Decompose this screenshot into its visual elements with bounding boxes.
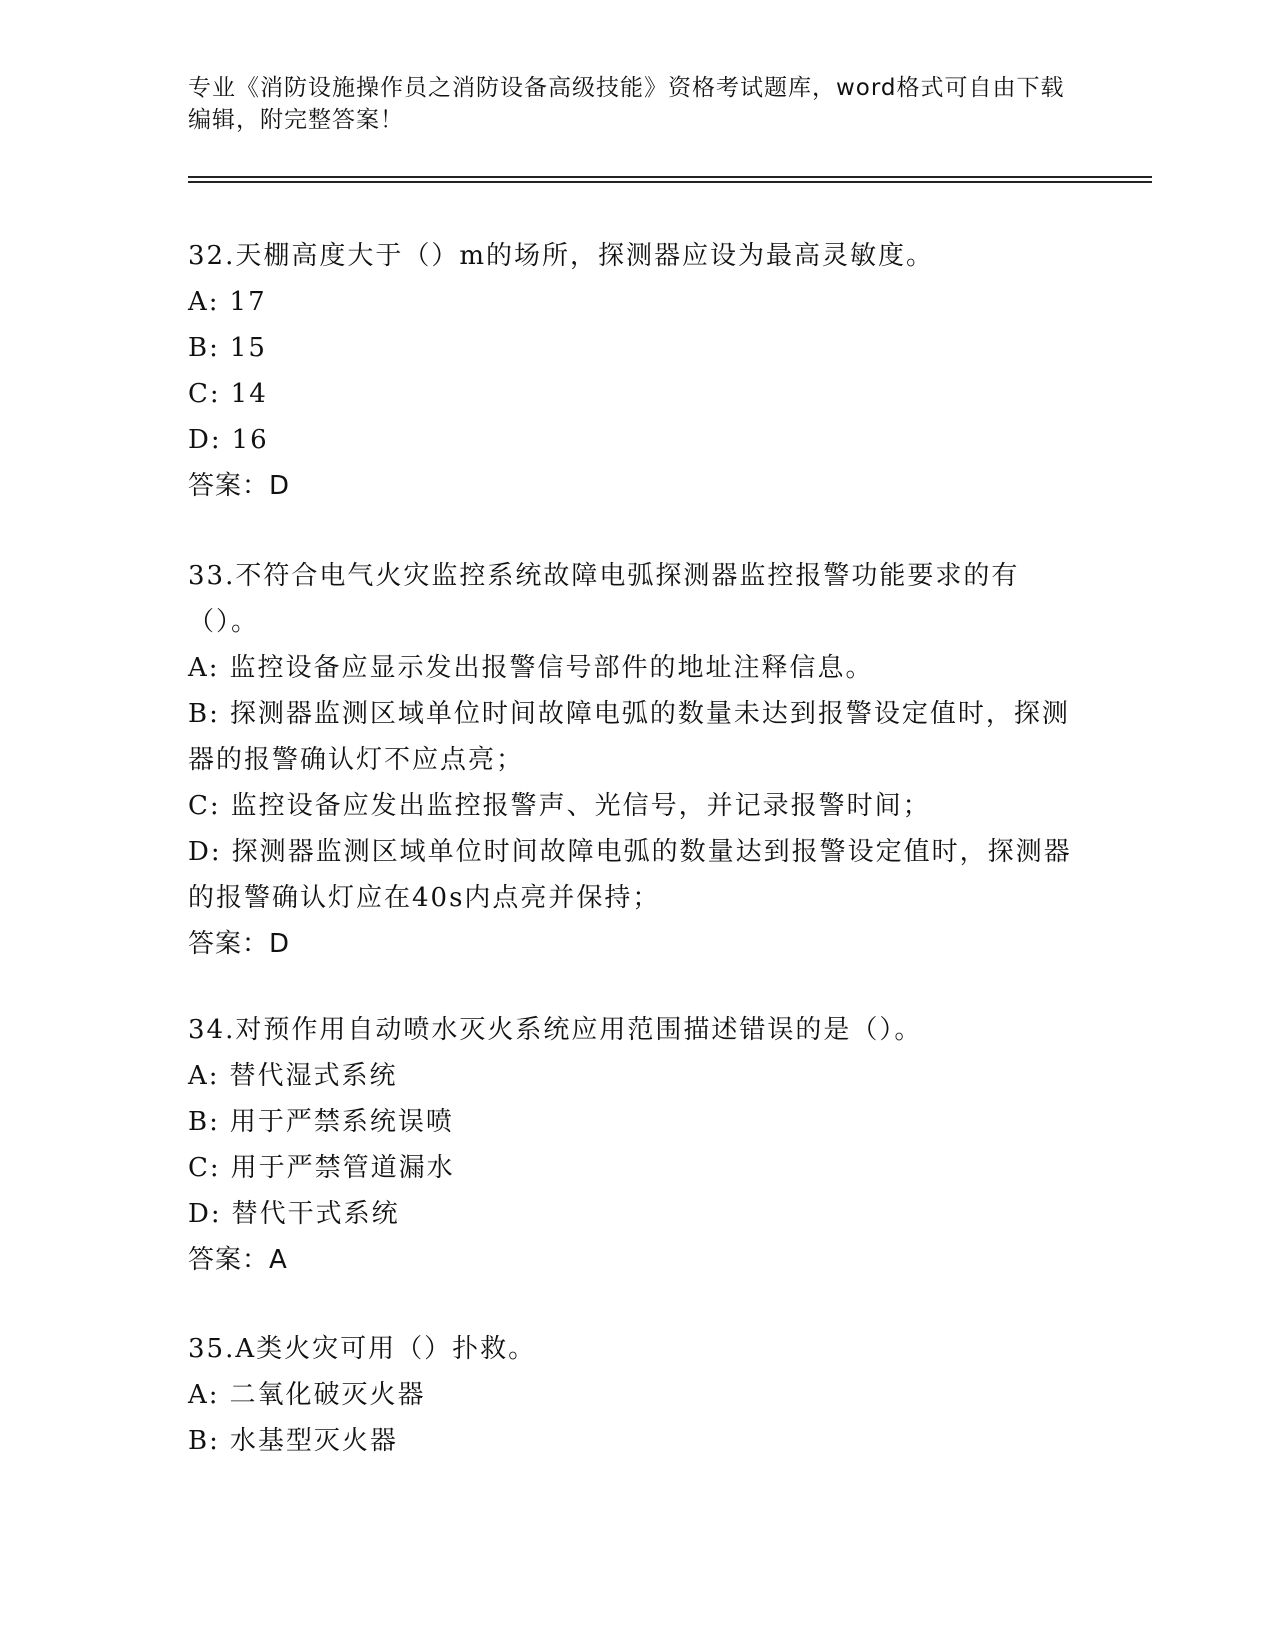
option-a: A: 监控设备应显示发出报警信号部件的地址注释信息。 [188,653,874,683]
question-33 [188,553,1078,967]
document-header [188,72,1068,136]
option-a: A: 替代湿式系统 [188,1061,398,1091]
option-c: C: 14 [188,379,268,409]
option-a: A: 二氧化破灭火器 [188,1380,426,1410]
option-c: C: 监控设备应发出监控报警声、光信号，并记录报警时间； [188,791,931,821]
question-34 [188,1007,1078,1283]
question-stem: 32.天棚高度大于（）m的场所，探测器应设为最高灵敏度。 [188,241,935,271]
question-stem: 33.不符合电气火灾监控系统故障电弧探测器监控报警功能要求的有（）。 [188,561,1020,637]
option-b: B: 探测器监测区域单位时间故障电弧的数量未达到报警设定值时，探测器的报警确认灯不应点亮； [188,699,1070,775]
option-b: B: 15 [188,333,267,363]
question-32 [188,233,1078,509]
header-divider-bottom [188,181,1152,183]
answer-label: 答案：D [188,929,291,959]
answer-label: 答案：D [188,471,291,501]
question-stem: 34.对预作用自动喷水灭火系统应用范围描述错误的是（）。 [188,1015,923,1045]
option-c: C: 用于严禁管道漏水 [188,1153,455,1183]
option-d: D: 16 [188,425,269,455]
header-divider-top [188,176,1152,178]
question-stem: 35.A类火灾可用（）扑救。 [188,1334,537,1364]
header-text: 专业《消防设施操作员之消防设备高级技能》资格考试题库，word格式可自由下载编辑，附完整答案！ [188,75,1065,133]
option-d: D: 探测器监测区域单位时间故障电弧的数量达到报警设定值时，探测器的报警确认灯应在40s内点亮并保持； [188,837,1072,913]
option-d: D: 替代干式系统 [188,1199,400,1229]
option-b: B: 水基型灭火器 [188,1426,398,1456]
answer-label: 答案：A [188,1245,288,1275]
option-a: A: 17 [188,287,267,317]
option-b: B: 用于严禁系统误喷 [188,1107,454,1137]
question-35 [188,1326,1078,1464]
